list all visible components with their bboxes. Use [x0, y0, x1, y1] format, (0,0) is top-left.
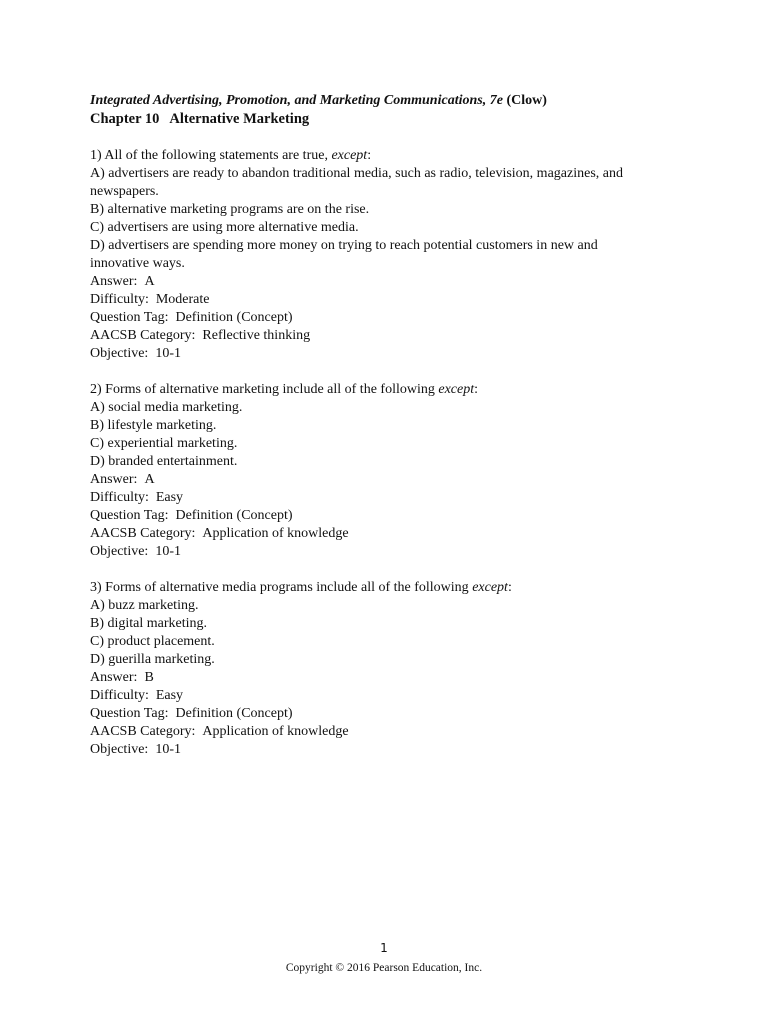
question-tag-value: Definition (Concept): [175, 706, 293, 721]
option-line: C) advertisers are using more alternative media.: [90, 220, 359, 235]
chapter-label: Chapter 10: [90, 111, 160, 127]
book-author: (Clow): [506, 93, 547, 108]
copyright-notice: Copyright © 2016 Pearson Education, Inc.: [285, 962, 483, 974]
answer-value: A: [144, 472, 155, 487]
question-3: [90, 579, 680, 759]
page-content: [90, 92, 680, 759]
aacsb-value: Reflective thinking: [202, 328, 311, 343]
option-line: B) lifestyle marketing.: [90, 418, 217, 433]
option-line: C) product placement.: [90, 634, 215, 649]
objective-label: Objective:: [90, 742, 149, 757]
aacsb-label: AACSB Category:: [90, 724, 196, 739]
question-1: [90, 147, 680, 363]
aacsb-label: AACSB Category:: [90, 526, 196, 541]
difficulty-line: [90, 687, 680, 705]
aacsb-value: Application of knowledge: [202, 526, 349, 541]
stem-except: except: [438, 382, 475, 397]
objective-value: 10-1: [155, 346, 181, 361]
chapter-name: Alternative Marketing: [169, 111, 310, 127]
answer-line: [90, 273, 680, 291]
question-stem: [90, 381, 680, 399]
difficulty-value: Easy: [155, 490, 184, 505]
page-number: 1: [380, 941, 388, 955]
question-tag-line: [90, 705, 680, 723]
aacsb-line: [90, 327, 680, 345]
answer-label: Answer:: [90, 670, 138, 685]
question-tag-value: Definition (Concept): [175, 310, 293, 325]
answer-value: B: [144, 670, 154, 685]
question-tag-line: [90, 507, 680, 525]
chapter-title: [90, 110, 680, 129]
question-tag-label: Question Tag:: [90, 706, 169, 721]
option-line: innovative ways.: [90, 256, 185, 271]
option-line: D) advertisers are spending more money on trying to reach potential customers in new and: [90, 238, 598, 253]
difficulty-line: [90, 489, 680, 507]
objective-value: 10-1: [155, 742, 181, 757]
objective-line: [90, 741, 680, 759]
aacsb-line: [90, 723, 680, 741]
option-line: B) alternative marketing programs are on the rise.: [90, 202, 370, 217]
difficulty-label: Difficulty:: [90, 490, 149, 505]
difficulty-line: [90, 291, 680, 309]
question-stem: [90, 579, 680, 597]
answer-line: [90, 471, 680, 489]
option-line: A) social media marketing.: [90, 400, 243, 415]
option-line: A) advertisers are ready to abandon traditional media, such as radio, television, magazines, and: [90, 166, 623, 181]
option-line: D) branded entertainment.: [90, 454, 238, 469]
stem-text: 1) All of the following statements are true,: [90, 148, 332, 163]
option-line: D) guerilla marketing.: [90, 652, 215, 667]
answer-value: A: [144, 274, 155, 289]
question-stem: [90, 147, 680, 165]
option-line: B) digital marketing.: [90, 616, 208, 631]
aacsb-value: Application of knowledge: [202, 724, 349, 739]
difficulty-value: Moderate: [155, 292, 210, 307]
difficulty-label: Difficulty:: [90, 688, 149, 703]
question-2: [90, 381, 680, 561]
difficulty-value: Easy: [155, 688, 184, 703]
aacsb-line: [90, 525, 680, 543]
question-tag-label: Question Tag:: [90, 310, 169, 325]
stem-suffix: :: [367, 148, 372, 163]
stem-text: 2) Forms of alternative marketing include all of the following: [90, 382, 439, 397]
book-title: [90, 92, 680, 110]
stem-text: 3) Forms of alternative media programs include all of the following: [90, 580, 473, 595]
stem-suffix: :: [507, 580, 512, 595]
answer-label: Answer:: [90, 472, 138, 487]
book-title-text: Integrated Advertising, Promotion, and Marketing Communications, 7e: [90, 93, 503, 108]
option-line: newspapers.: [90, 184, 159, 199]
difficulty-label: Difficulty:: [90, 292, 149, 307]
answer-label: Answer:: [90, 274, 138, 289]
option-line: A) buzz marketing.: [90, 598, 199, 613]
stem-except: except: [331, 148, 368, 163]
objective-label: Objective:: [90, 544, 149, 559]
objective-line: [90, 543, 680, 561]
question-tag-line: [90, 309, 680, 327]
aacsb-label: AACSB Category:: [90, 328, 196, 343]
question-tag-label: Question Tag:: [90, 508, 169, 523]
objective-line: [90, 345, 680, 363]
stem-except: except: [472, 580, 508, 595]
objective-label: Objective:: [90, 346, 149, 361]
option-line: C) experiential marketing.: [90, 436, 238, 451]
objective-value: 10-1: [155, 544, 181, 559]
answer-line: [90, 669, 680, 687]
question-tag-value: Definition (Concept): [175, 508, 293, 523]
stem-suffix: :: [474, 382, 478, 397]
